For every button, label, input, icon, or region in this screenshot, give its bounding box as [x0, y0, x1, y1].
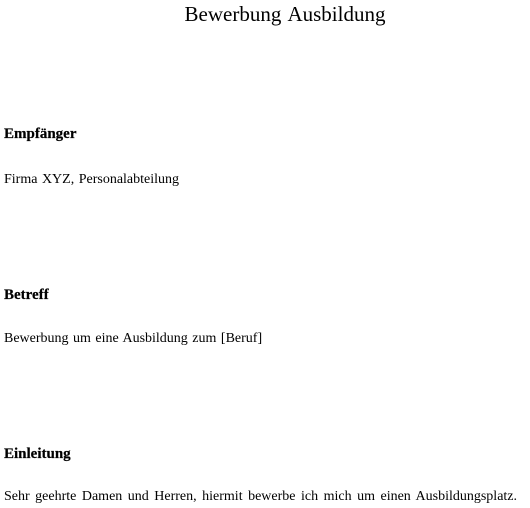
- section-body-empfaenger: Firma XYZ, Personalabteilung: [4, 172, 180, 187]
- section-heading-einleitung: Einleitung: [4, 446, 71, 462]
- section-body-betreff: Bewerbung um eine Ausbildung zum [Beruf]: [4, 331, 263, 346]
- document-title: Bewerbung Ausbildung: [184, 2, 386, 26]
- section-heading-betreff: Betreff: [4, 287, 49, 303]
- section-heading-empfaenger: Empfänger: [4, 126, 77, 142]
- section-body-einleitung: Sehr geehrte Damen und Herren, hiermit bewerbe ich mich um einen Ausbildungsplatz.: [4, 489, 518, 504]
